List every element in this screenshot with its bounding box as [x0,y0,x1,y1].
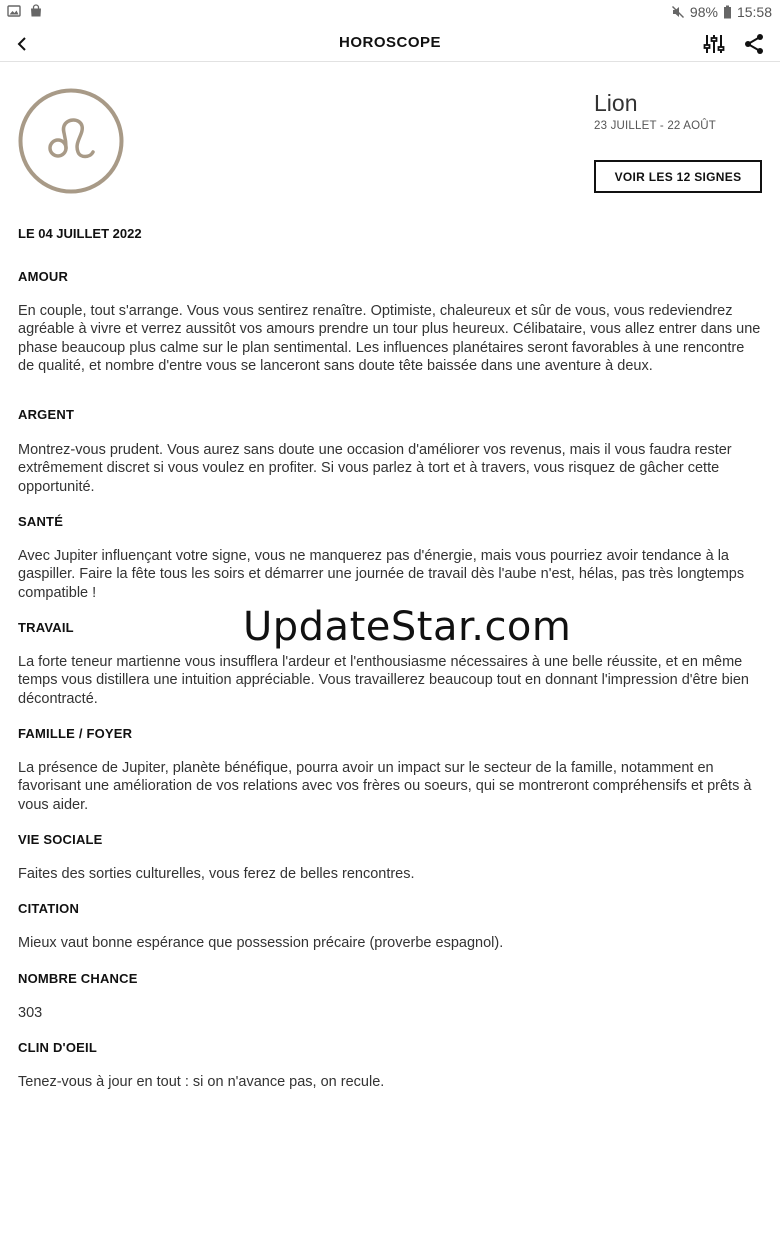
shopping-bag-icon [29,4,43,18]
battery-percent: 98% [689,4,718,20]
section-title-vie-sociale: VIE SOCIALE [18,832,103,847]
clock: 15:58 [736,4,772,20]
section-text-travail: La forte teneur martienne vous insufflera l'ardeur et l'enthousiasme nécessaires à une belle réussite, et en même temps vous distillera une intuition appréciable. Vous travaillerez beaucoup tout en donnant l'impression d'être bien décontracté. [18,654,749,707]
sign-name: Lion [594,90,638,116]
page-title: HOROSCOPE [338,34,441,51]
view-all-signs-button[interactable]: VOIR LES 12 SIGNES [594,160,762,193]
zodiac-emblem [18,88,124,194]
section-title-argent: ARGENT [18,407,75,422]
section-text-amour: En couple, tout s'arrange. Vous vous sentirez renaître. Optimiste, chaleureux et sûr de vous, vous redeviendrez agréable à vivre et verrez aussitôt vos amours prendre un tour plus heureux. Célibataire, vous allez entrer dans une phase beaucoup plus calme sur le plan sentimental. Les influences planétaires seront favorables à une rencontre de qualité, et nombre d'entre vous se lanceront sans doute tête baissée dans une aventure à deux. [18,303,761,374]
status-left-icons [7,4,43,18]
status-right-info [671,4,772,20]
horoscope-date: LE 04 JUILLET 2022 [18,226,142,241]
section-title-nombre-chance: NOMBRE CHANCE [18,971,138,986]
filter-sliders-icon [703,33,725,55]
section-text-nombre-chance: 303 [18,1005,43,1021]
section-title-amour: AMOUR [18,269,69,284]
section-text-argent: Montrez-vous prudent. Vous aurez sans doute une occasion d'améliorer vos revenus, mais il vous faudra rester extrêmement discret si vous voulez en profiter. Si vous parlez à tort et à travers, vous risquez de gâcher cette opportunité. [18,442,732,495]
share-icon [743,33,765,55]
app-bar [0,26,780,62]
watermark: UpdateStar.com [243,604,572,650]
section-text-famille: La présence de Jupiter, planète bénéfique, pourra avoir un impact sur le secteur de la famille, notamment en favorisant une amélioration de vos relations avec vos frères ou soeurs, qui se montreront compréhensifs et prêts à vous aider. [18,760,752,813]
section-title-clin-doeil: CLIN D'OEIL [18,1040,97,1055]
section-text-clin-doeil: Tenez-vous à jour en tout : si on n'avance pas, on recule. [18,1074,385,1090]
filter-button[interactable] [700,30,728,58]
battery-icon [723,5,732,19]
share-button[interactable] [740,30,768,58]
section-text-sante: Avec Jupiter influençant votre signe, vous ne manquerez pas d'énergie, mais vous pourriez avoir tendance à la gaspiller. Faire la fête tous les soirs et démarrer une journée de travail dès l'aube n'est, hélas, pas très longtemps compatible ! [18,548,745,601]
section-title-famille: FAMILLE / FOYER [18,726,133,741]
image-icon [7,4,21,18]
section-title-sante: SANTÉ [18,514,64,529]
section-text-citation: Mieux vaut bonne espérance que possession précaire (proverbe espagnol). [18,935,504,951]
sign-dates: 23 JUILLET - 22 AOÛT [594,120,717,132]
section-title-citation: CITATION [18,901,80,916]
section-title-travail: TRAVAIL [18,620,74,635]
mute-icon [671,5,685,19]
status-bar [0,0,780,26]
section-text-vie-sociale: Faites des sorties culturelles, vous ferez de belles rencontres. [18,866,415,882]
leo-icon [18,88,124,194]
